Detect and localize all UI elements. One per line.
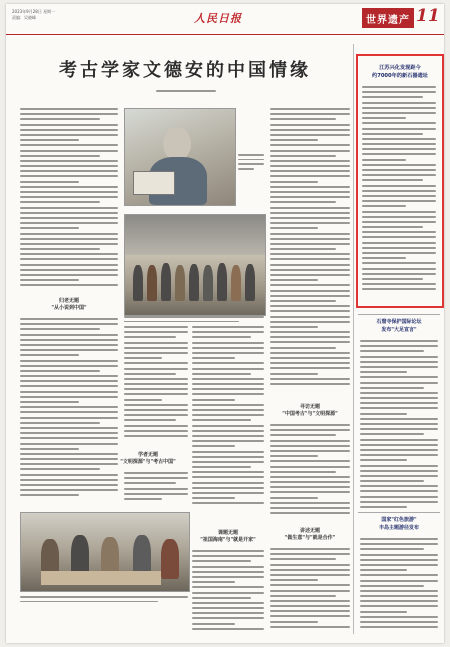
portrait-caption (238, 154, 264, 173)
header-date: 2023年9月28日 星期一 (12, 9, 56, 14)
group-photo-caption (124, 316, 264, 325)
news-block-3-body (360, 538, 438, 632)
highlighted-title-line2: 约7000年的新石器遗址 (372, 73, 428, 79)
subhead-1 (20, 298, 118, 312)
text-column-4 (270, 108, 350, 408)
news-block-2-body (360, 340, 438, 510)
article-byline (156, 90, 216, 96)
text-column-3 (192, 326, 264, 512)
portrait-photo (124, 108, 236, 206)
page-number: 11 (416, 6, 440, 26)
highlighted-news-body (362, 86, 436, 300)
header-meta (12, 9, 55, 21)
subhead-1-text: 归老无题 "从小说到中国" (51, 298, 87, 311)
newspaper-page (6, 4, 444, 643)
header-editor: 责编：吴晓峰 (12, 15, 36, 20)
news-block-2-line2: 发布"大足宣言" (381, 327, 417, 333)
section-tab: 世界遗产 (362, 8, 414, 28)
news-block-3-title (358, 516, 440, 532)
news-block-2-line1: 石窟寺保护国际论坛 (376, 319, 422, 325)
text-column-3b (192, 550, 264, 636)
column-divider (353, 44, 354, 634)
subhead-4 (270, 528, 350, 542)
right-divider-1 (358, 314, 440, 315)
text-column-1b (20, 318, 118, 504)
text-column-2b (124, 472, 188, 508)
subhead-2 (106, 452, 190, 466)
text-column-4c (270, 548, 350, 634)
article-title: 考古学家文德安的中国情缘 (59, 60, 311, 81)
highlighted-news-title (358, 64, 442, 80)
text-column-4b (270, 424, 350, 524)
workshop-caption (20, 596, 188, 605)
page-header (6, 4, 444, 35)
text-column-1 (20, 108, 118, 294)
right-divider-2 (358, 512, 440, 513)
highlighted-title-line1: 江苏兴化发现距今 (379, 65, 421, 71)
highlighted-news-box (356, 54, 444, 308)
news-block-3-line2: 丰岛主题游径发布 (378, 525, 419, 531)
subhead-3 (270, 404, 350, 418)
text-column-2 (124, 326, 188, 446)
subhead-5 (192, 530, 264, 544)
workshop-photo (20, 512, 190, 592)
subhead-4-text: 讲述无题 "做生意"与"就是合作" (284, 528, 336, 541)
masthead-logo: 人民日报 (194, 12, 242, 25)
news-block-3-line1: 国家"红色旅游" (381, 517, 417, 523)
subhead-5-text: 课题无题 "祖国海南"与"就是开家" (200, 530, 256, 543)
subhead-2-text: 学者无题 "文明探源"与"考古中国" (120, 452, 176, 465)
subhead-3-text: 寻访无题 "中国考古"与"文明探源" (282, 404, 338, 417)
news-block-2-title (358, 318, 440, 334)
group-photo (124, 214, 266, 316)
